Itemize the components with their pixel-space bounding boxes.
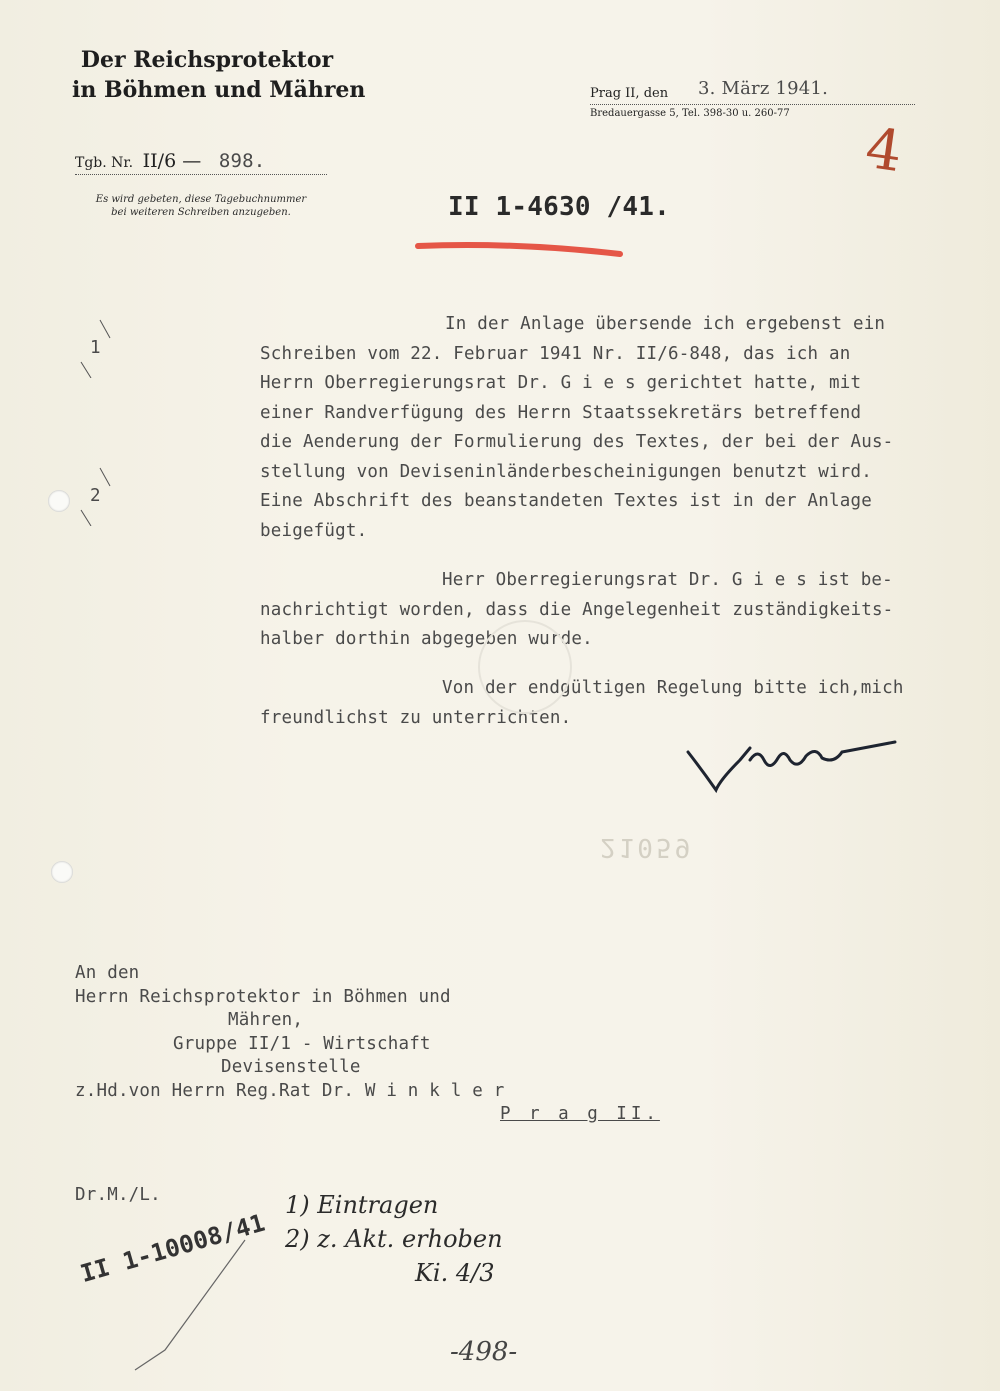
diagonal-stamp-text: II 1-10008/41 <box>77 1208 269 1288</box>
dictation-initials: Dr.M./L. <box>75 1185 161 1205</box>
body-paragraph-2 <box>260 566 893 655</box>
address-line: Bredauergasse 5, Tel. 398-30 u. 260-77 <box>590 108 790 119</box>
body-line: stellung von Deviseninländerbescheinigungen benutzt wird. <box>260 461 872 482</box>
red-pencil-mark: 4 <box>861 115 906 186</box>
tgb-note-line-2: bei weiteren Schreiben anzugeben. <box>111 207 291 218</box>
address-city: P r a g II. <box>500 1104 660 1124</box>
body-line: halber dorthin abgegeben wurde. <box>260 629 593 649</box>
body-line: Von der endgültigen Regelung bitte ich,mich <box>442 678 904 698</box>
punch-hole-bottom <box>51 861 73 883</box>
address-line: Herrn Reichsprotektor in Böhmen und <box>75 986 451 1007</box>
handwritten-line: 1) Eintragen <box>285 1191 439 1219</box>
margin-note-2 <box>78 466 118 526</box>
address-line: z.Hd.von Herrn Reg.Rat Dr. W i n k l e r <box>75 1080 505 1101</box>
body-line: nachrichtigt worden, dass die Angelegenheit zuständigkeits- <box>260 599 894 620</box>
handwritten-line: Ki. 4/3 <box>415 1259 495 1287</box>
body-paragraph-3 <box>260 674 904 733</box>
place-label: Prag II, den <box>590 86 669 101</box>
margin-note-1 <box>78 318 118 378</box>
letterhead-line-2: in Böhmen und Mähren <box>72 77 366 103</box>
letterhead <box>72 45 366 105</box>
body-line: Schreiben vom 22. Februar 1941 Nr. II/6-848, das ich an <box>260 343 851 364</box>
body-line: In der Anlage übersende ich ergebenst ein <box>445 314 886 334</box>
entry-stamp-number: II 1-4630 /41. <box>448 192 670 222</box>
body-line: Herrn Oberregierungsrat Dr. G i e s gerichtet hatte, mit <box>260 373 862 393</box>
signature <box>680 730 910 800</box>
body-line: einer Randverfügung des Herrn Staatssekretärs betreffend <box>260 402 862 423</box>
stamp-bracket-lines <box>125 1230 265 1380</box>
body-line: Herr Oberregierungsrat Dr. G i e s ist be- <box>442 570 893 590</box>
faint-mirrored-number: 21059 <box>600 832 694 862</box>
letterhead-line-1: Der Reichsprotektor <box>80 47 334 73</box>
margin-note-2-label: 2 <box>90 486 101 506</box>
date-value: 3. März 1941. <box>698 78 828 99</box>
body-line: Eine Abschrift des beanstandeten Textes ist in der Anlage <box>260 491 872 511</box>
tgb-number <box>75 150 327 175</box>
punch-hole-top <box>48 490 70 512</box>
body-line: beigefügt. <box>260 520 368 541</box>
place-date-block <box>590 78 915 119</box>
body-line: die Aenderung der Formulierung des Textes, der bei der Aus- <box>260 432 894 452</box>
address-line: Mähren, <box>228 1010 304 1030</box>
page-number: -498- <box>450 1337 518 1367</box>
handwritten-notes <box>285 1188 503 1290</box>
recipient-address <box>75 962 660 1127</box>
margin-note-1-label: 1 <box>90 338 101 358</box>
handwritten-line: 2) z. Akt. erhoben <box>285 1225 503 1253</box>
tgb-note-line-1: Es wird gebeten, diese Tagebuchnummer <box>95 194 307 205</box>
body-line: freundlichst zu unterrichten. <box>260 707 572 728</box>
tgb-prefix: II/6 — <box>142 150 202 172</box>
tgb-note <box>75 193 327 219</box>
faint-seal <box>478 620 572 714</box>
red-underline <box>415 236 625 262</box>
address-line: An den <box>75 963 140 983</box>
address-line: Devisenstelle <box>221 1057 361 1077</box>
address-line: Gruppe II/1 - Wirtschaft <box>173 1033 431 1054</box>
tgb-value: 898. <box>218 150 266 172</box>
tgb-label: Tgb. Nr. <box>75 155 134 171</box>
body-paragraph-1 <box>260 310 893 546</box>
